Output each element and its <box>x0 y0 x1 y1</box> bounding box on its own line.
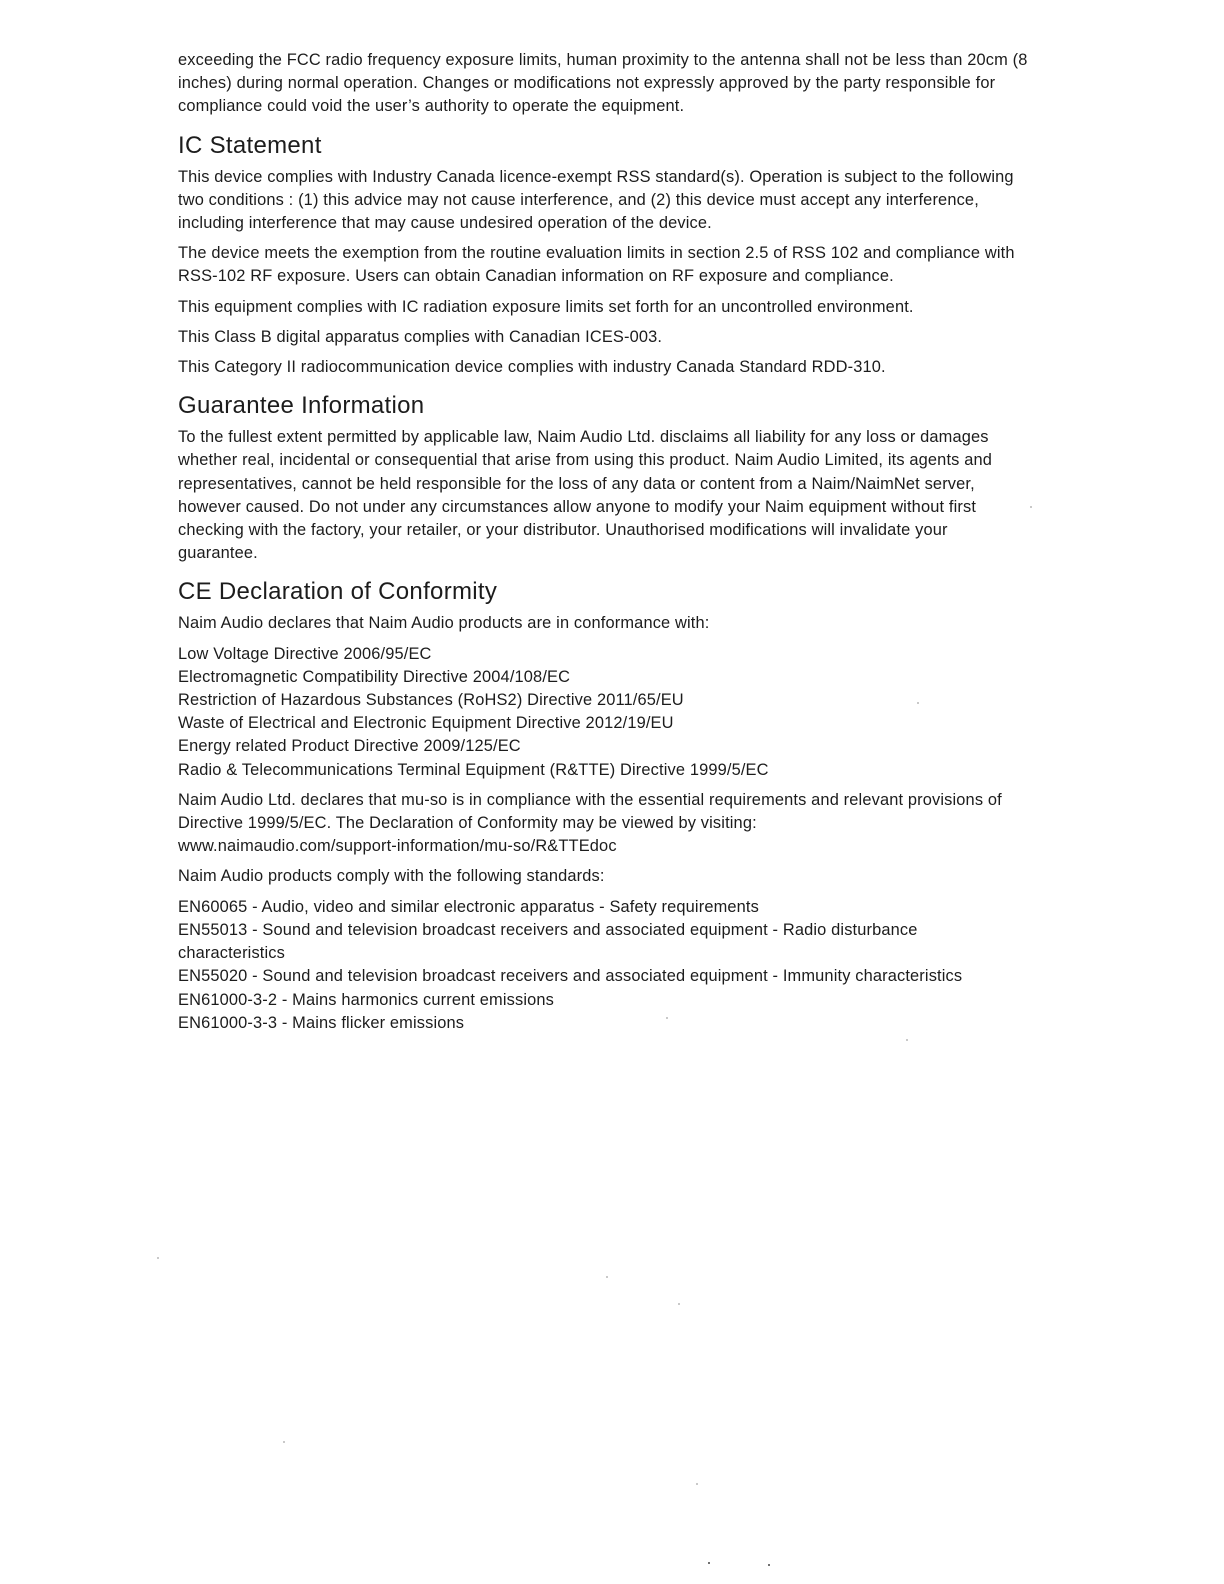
directive-item: Energy related Product Directive 2009/125/EC <box>178 737 521 756</box>
standard-item: EN61000-3-2 - Mains harmonics current emissions <box>178 990 554 1009</box>
directive-item: Electromagnetic Compatibility Directive 2004/108/EC <box>178 667 571 686</box>
ic-paragraph: This Category II radiocommunication device complies with industry Canada Standard RDD-310. <box>178 358 886 377</box>
scan-speck <box>606 1276 608 1278</box>
scan-speck <box>283 1441 285 1443</box>
ic-statement-heading: IC Statement <box>178 131 322 159</box>
ce-intro-paragraph: Naim Audio declares that Naim Audio products are in conformance with: <box>178 614 710 633</box>
directive-item: Restriction of Hazardous Substances (RoHS2) Directive 2011/65/EU <box>178 691 684 710</box>
ic-paragraph: This device complies with Industry Canada licence-exempt RSS standard(s). Operation is subject to the following two conditions : (1) this advice may not cause interference, and (2) this device must accept any interference, including interference that may cause undesired operation of the device. <box>178 167 1014 233</box>
document-page <box>178 49 1028 1035</box>
directive-item: Waste of Electrical and Electronic Equipment Directive 2012/19/EU <box>178 714 674 733</box>
standard-item: EN55020 - Sound and television broadcast receivers and associated equipment - Immunity characteristics <box>178 967 963 986</box>
scan-speck <box>678 1303 680 1305</box>
fcc-continuation-paragraph: exceeding the FCC radio frequency exposure limits, human proximity to the antenna shall not be less than 20cm (8 inches) during normal operation. Changes or modifications not expressly approved by the party responsible for compliance could void the user’s authority to operate the equipment. <box>178 51 1028 116</box>
ic-paragraph: The device meets the exemption from the routine evaluation limits in section 2.5 of RSS 102 and compliance with RSS-102 RF exposure. Users can obtain Canadian information on RF exposure and compliance. <box>178 244 1015 286</box>
guarantee-heading: Guarantee Information <box>178 392 425 420</box>
standard-item: EN61000-3-3 - Mains flicker emissions <box>178 1013 465 1032</box>
ce-declaration-heading: CE Declaration of Conformity <box>178 578 498 606</box>
standard-item: EN60065 - Audio, video and similar electronic apparatus - Safety requirements <box>178 897 759 916</box>
ic-paragraph: This Class B digital apparatus complies with Canadian ICES-003. <box>178 327 663 346</box>
directive-item: Radio & Telecommunications Terminal Equipment (R&TTE) Directive 1999/5/EC <box>178 760 769 779</box>
declaration-url: www.naimaudio.com/support-information/mu-so/R&TTEdoc <box>178 837 617 856</box>
guarantee-paragraph: To the fullest extent permitted by applicable law, Naim Audio Ltd. disclaims all liability for any loss or damages whether real, incidental or consequential that arise from using this product. Naim Audio Limited, its agents and representatives, cannot be held responsible for the loss of any data or content from a Naim/NaimNet server, however caused. Do not under any circumstances allow anyone to modify your Naim equipment without first checking with the factory, your retailer, or your distributor. Unauthorised modifications will invalidate your guarantee. <box>178 428 993 563</box>
scan-speck <box>917 702 919 704</box>
standards-intro: Naim Audio products comply with the following standards: <box>178 867 605 886</box>
scan-speck <box>708 1562 710 1564</box>
standards-list <box>178 896 1028 1035</box>
scan-speck <box>1030 506 1032 508</box>
scan-speck <box>696 1483 698 1485</box>
directive-item: Low Voltage Directive 2006/95/EC <box>178 644 432 663</box>
scan-speck <box>768 1564 770 1566</box>
scan-speck <box>666 1017 668 1019</box>
scan-speck <box>906 1039 908 1041</box>
scan-speck <box>157 1257 159 1259</box>
standard-item: EN55013 - Sound and television broadcast receivers and associated equipment - Radio disturbance characteristics <box>178 920 918 963</box>
declaration-paragraph <box>178 789 1028 859</box>
ic-paragraph: This equipment complies with IC radiation exposure limits set forth for an uncontrolled environment. <box>178 297 914 316</box>
declaration-text: Naim Audio Ltd. declares that mu-so is in compliance with the essential requirements and relevant provisions of Directive 1999/5/EC. The Declaration of Conformity may be viewed by visiting: <box>178 790 1002 833</box>
directive-list <box>178 643 1028 782</box>
